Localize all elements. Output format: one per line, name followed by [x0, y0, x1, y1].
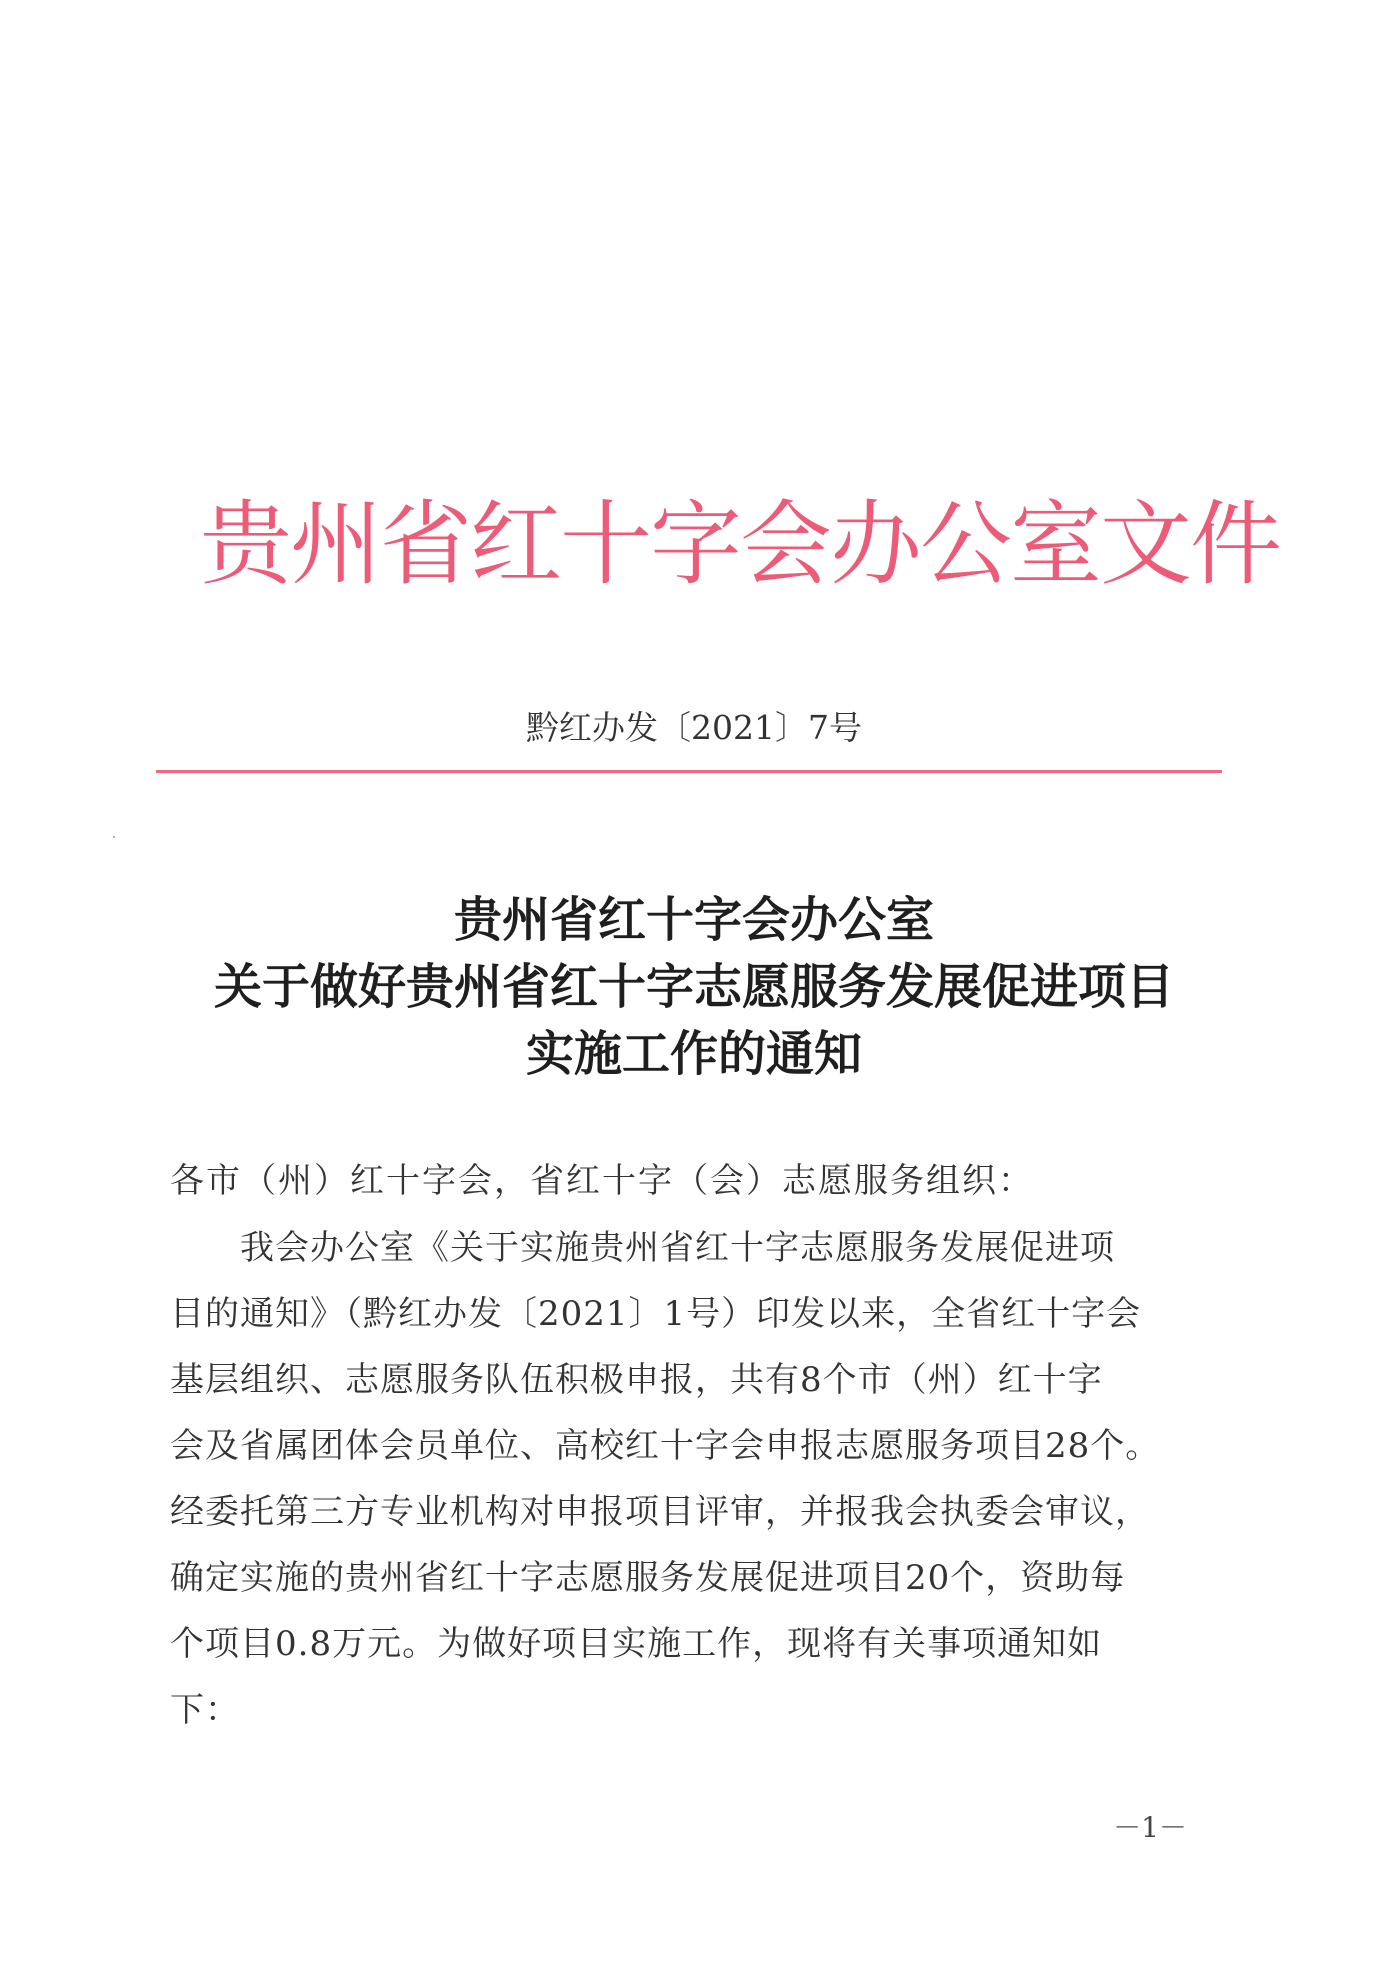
red-divider-line: [156, 770, 1222, 773]
notice-title-line-3: 实施工作的通知: [525, 1026, 862, 1082]
body-line: 经委托第三方专业机构对申报项目评审，并报我会执委会审议，: [170, 1492, 1150, 1532]
body-line: 目的通知》（黔红办发〔2021〕1号）印发以来，全省红十字会: [170, 1294, 1142, 1334]
body-line: 基层组织、志愿服务队伍积极申报，共有8个市（州）红十字: [170, 1360, 1103, 1400]
body-line: 下：: [170, 1690, 240, 1730]
salutation: 各市（州）红十字会，省红十字（会）志愿服务组织：: [170, 1161, 1034, 1201]
page-number: －1－: [1113, 1811, 1187, 1844]
scan-speck: [113, 836, 115, 838]
document-number: 黔红办发〔2021〕7号: [526, 708, 862, 747]
body-line: 个项目0.8万元。为做好项目实施工作，现将有关事项通知如: [170, 1624, 1103, 1664]
body-line: 我会办公室《关于实施贵州省红十字志愿服务发展促进项: [170, 1228, 1115, 1268]
body-line: 确定实施的贵州省红十字志愿服务发展促进项目20个，资助每: [170, 1558, 1126, 1598]
body-line: 会及省属团体会员单位、高校红十字会申报志愿服务项目28个。: [170, 1426, 1161, 1466]
letterhead-title: 贵州省红十字会办公室文件: [200, 491, 1281, 598]
notice-title-line-2: 关于做好贵州省红十字志愿服务发展促进项目: [213, 959, 1174, 1015]
notice-title-line-1: 贵州省红十字会办公室: [453, 892, 934, 948]
